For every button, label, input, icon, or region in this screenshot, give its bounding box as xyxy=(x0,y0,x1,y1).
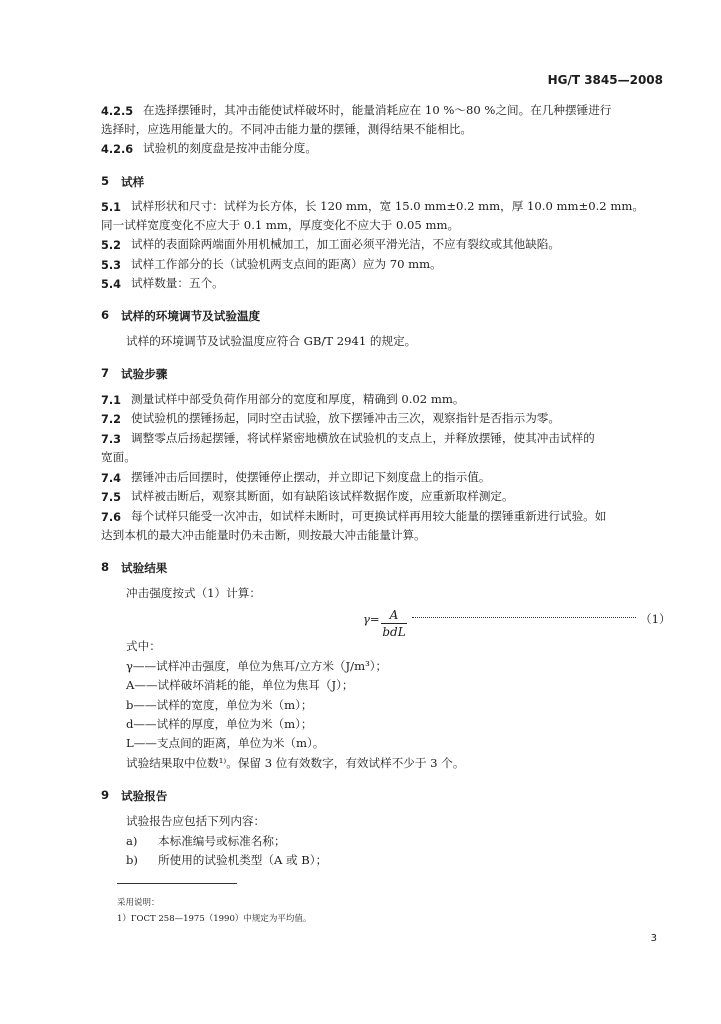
paragraph-line: 试样形状和尺寸：试样为长方体，长 120 mm，宽 15.0 mm±0.2 mm，厚 10.0 mm±0.2 mm。 xyxy=(131,199,644,213)
paragraph-line: 试样的表面除两端面外用机械加工，加工面必须平滑光洁，不应有裂纹或其他缺陷。 xyxy=(131,237,560,251)
section-heading: 试样 xyxy=(121,175,145,189)
section-heading: 试验结果 xyxy=(121,561,168,575)
equation-numerator: A xyxy=(389,608,399,622)
section-number: 6 xyxy=(101,308,110,322)
paragraph-line: 试样工作部分的长（试验机两支点间的距离）应为 70 mm。 xyxy=(131,257,442,271)
clause-number: 7.1 xyxy=(101,394,122,407)
paragraph-line: 试验结果取中位数¹⁾。保留 3 位有效数字，有效试样不少于 3 个。 xyxy=(126,756,465,770)
paragraph-line: 试样被击断后，观察其断面，如有缺陷该试样数据作废，应重新取样测定。 xyxy=(131,489,514,503)
clause-number: 7.3 xyxy=(101,433,122,446)
clause-number: 7.5 xyxy=(101,491,122,504)
symbol-definition: L——支点间的距离，单位为米（m）。 xyxy=(126,736,325,750)
paragraph-line: 达到本机的最大冲击能量时仍未击断，则按最大冲击能量计算。 xyxy=(101,528,426,542)
paragraph-line: 试样数量：五个。 xyxy=(131,276,224,290)
symbol-definition: b——试样的宽度，单位为米（m）； xyxy=(126,698,313,712)
equation-number: （1） xyxy=(640,612,671,626)
paragraph-line: 测量试样中部受负荷作用部分的宽度和厚度，精确到 0.02 mm。 xyxy=(131,392,465,406)
section-heading: 试样的环境调节及试验温度 xyxy=(121,309,261,323)
clause-number: 4.2.5 xyxy=(101,105,134,118)
list-item: 本标准编号或标准名称； xyxy=(158,834,286,848)
symbol-definition: d——试样的厚度，单位为米（m）； xyxy=(126,717,313,731)
paragraph-line: 在选择摆锤时，其冲击能使试样破坏时，能量消耗应在 10 %～80 %之间。在几种摆锤进行 xyxy=(143,103,612,117)
paragraph-line: 选择时，应选用能量大的。不同冲击能力量的摆锤，测得结果不能相比。 xyxy=(101,122,473,136)
footnote-title: 采用说明： xyxy=(117,898,160,908)
symbol-definition: A——试样破坏消耗的能，单位为焦耳（J）； xyxy=(126,678,354,692)
section-heading: 试验步骤 xyxy=(121,367,168,381)
paragraph-line: 同一试样宽度变化不应大于 0.1 mm，厚度变化不应大于 0.05 mm。 xyxy=(101,218,460,232)
leader-dots xyxy=(412,617,636,618)
clause-number: 7.6 xyxy=(101,511,122,524)
footnote-rule xyxy=(117,883,237,884)
section-number: 5 xyxy=(101,174,110,188)
clause-number: 5.3 xyxy=(101,259,122,272)
fraction-bar xyxy=(381,623,407,624)
paragraph-line: 试样的环境调节及试验温度应符合 GB/T 2941 的规定。 xyxy=(126,334,417,348)
section-heading: 试验报告 xyxy=(121,789,168,803)
paragraph-line: 宽面。 xyxy=(101,450,136,464)
paragraph-line: 使试验机的摆锤扬起，同时空击试验，放下摆锤冲击三次，观察指针是否指示为零。 xyxy=(131,411,560,425)
clause-number: 5.2 xyxy=(101,239,122,252)
equation-denominator: bdL xyxy=(382,625,406,639)
list-label: a) xyxy=(126,834,138,848)
paragraph-line: 试验报告应包括下列内容： xyxy=(126,814,266,828)
symbol-definition: γ——试样冲击强度，单位为焦耳/立方米（J/m³）； xyxy=(126,659,388,673)
equation-lhs: γ= xyxy=(363,612,380,626)
clause-number: 5.1 xyxy=(101,201,122,214)
equation-fraction xyxy=(381,608,407,639)
clause-number: 4.2.6 xyxy=(101,143,134,156)
paragraph-line: 摆锤冲击后回摆时，使摆锤停止摆动，并立即记下刻度盘上的指示值。 xyxy=(131,470,491,484)
paragraph-line: 调整零点后扬起摆锤，将试样紧密地横放在试验机的支点上，并释放摆锤，使其冲击试样的 xyxy=(131,431,595,445)
where-label: 式中： xyxy=(126,639,161,653)
paragraph-line: 每个试样只能受一次冲击，如试样未断时，可更换试样再用较大能量的摆锤重新进行试验。如 xyxy=(131,509,607,523)
section-number: 9 xyxy=(101,788,110,802)
paragraph-line: 试验机的刻度盘是按冲击能分度。 xyxy=(143,141,317,155)
clause-number: 7.4 xyxy=(101,472,122,485)
page-number: 3 xyxy=(650,933,657,944)
paragraph-line: 冲击强度按式（1）计算： xyxy=(126,586,261,600)
footnote-text: 1）ГОСТ 258—1975（1990）中规定为平均值。 xyxy=(117,914,312,924)
standard-number: HG/T 3845—2008 xyxy=(547,73,663,87)
clause-number: 7.2 xyxy=(101,413,122,426)
section-number: 8 xyxy=(101,560,110,574)
clause-number: 5.4 xyxy=(101,278,122,291)
list-item: 所使用的试验机类型（A 或 B）； xyxy=(158,853,328,867)
list-label: b) xyxy=(126,853,138,867)
section-number: 7 xyxy=(101,366,110,380)
